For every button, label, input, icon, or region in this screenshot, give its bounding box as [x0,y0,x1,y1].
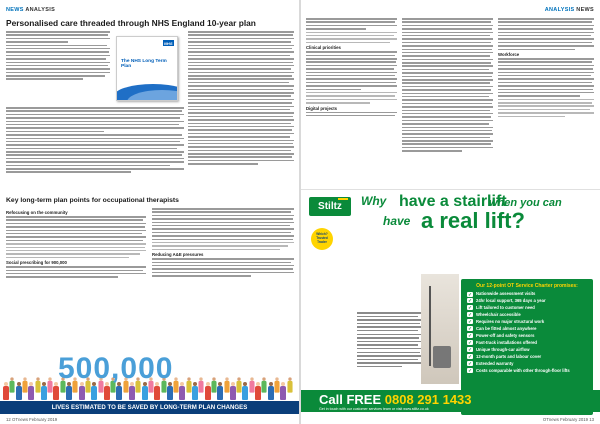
page-folio-left: 12 OTnews February 2019 [6,417,58,422]
stiltz-logo: Stiltz [309,197,351,216]
check-icon: ✓ [468,333,472,339]
right-column-2 [402,18,493,152]
intro-text-column [6,31,110,80]
person-figure [249,377,254,392]
right-column-3 [498,18,594,117]
trusted-trader-badge: Which? Trusted Trader [311,228,333,250]
check-icon: ✓ [468,368,472,374]
section-subtitle: Key long-term plan points for occupational therapists [6,197,179,204]
person-figure [35,377,40,392]
service-charter-item [467,362,587,367]
points-left-column [6,208,146,278]
body-text [6,31,110,80]
subhead-social-prescribing: Social prescribing for 900,000 [6,260,67,266]
stiltz-advertisement [301,189,600,424]
subhead-clinical-priorities: Clinical priorities [306,45,341,51]
service-charter-item-text: 24hr local support, 365 days a year [476,297,546,303]
right-page [301,0,600,424]
body-text [188,31,294,165]
person-figure [217,382,223,400]
service-charter-item-text: Nationwide assessment visits [476,291,536,296]
service-charter-item [467,369,587,374]
person-figure [237,377,242,392]
service-charter-item-text: Power-off and safety sensors [476,332,535,338]
call-free-bar[interactable] [301,390,600,412]
person-figure [174,377,179,392]
service-charter-item [467,348,587,353]
ad-headline-stairlift: have a stairlift [399,193,507,210]
person-figure [268,382,274,400]
person-figure [280,382,286,400]
subhead-digital-projects: Digital projects [306,105,338,111]
check-icon: ✓ [468,361,472,367]
service-charter-item-text: Requires no major structural work [476,318,545,324]
lives-saved-banner: LIVES ESTIMATED TO BE SAVED BY LONG-TERM PLAN CHANGES [0,401,299,414]
call-free-label: Call FREE [319,392,382,407]
section-label-primary: NEWS [6,7,24,13]
person-figure [48,377,53,392]
person-figure [262,377,267,392]
person-figure [287,377,292,392]
service-charter-item-text: Fast-track installations offered [476,339,537,345]
body-text [152,208,294,250]
service-charter-item-text: Can be fitted almost anywhere [476,325,537,331]
service-charter-item [467,299,587,304]
body-text [402,18,493,152]
ad-headline-when: when you can [489,197,562,209]
service-charter-item-text: Extended warranty [476,360,514,366]
body-text [306,51,397,103]
person-figure [274,377,279,392]
subhead-refocusing: Refocusing on the community [6,210,68,215]
person-figure [186,377,191,392]
check-icon: ✓ [468,340,472,346]
service-charter-item-text: Costs comparable with other through-floor lifts [476,367,570,373]
subhead-reducing-ae: Reducing A&E pressures [152,252,204,258]
person-figure [10,377,15,392]
section-label-secondary: NEWS [576,7,594,13]
section-label-primary: ANALYSIS [544,7,575,13]
person-figure [179,382,185,400]
service-charter-item-text: Lift tailored to customer need [476,304,535,310]
person-figure [199,377,204,392]
call-free-subtext: Get in touch with our customer services team or visit www.stiltz.co.uk [319,407,429,411]
person-figure [41,382,47,400]
body-text [6,266,146,278]
check-icon: ✓ [468,326,472,332]
page-folio-right: OTnews February 2019 13 [542,417,594,422]
service-charter-item [467,355,587,360]
body-text [306,112,397,117]
service-charter-item [467,334,587,339]
check-icon: ✓ [468,312,472,318]
person-figure [3,382,9,400]
person-figure [230,382,236,400]
body-text [6,216,146,258]
call-free-text [319,392,472,407]
service-charter-item-text: Wheelchair accessible [476,311,521,317]
person-figure [242,382,248,400]
right-column-1 [306,18,397,116]
ad-headline-why: Why [361,194,387,208]
section-label-secondary: ANALYSIS [25,7,56,13]
person-figure [22,377,27,392]
subhead-workforce: Workforce [498,52,520,58]
section-header [6,7,55,13]
body-text [498,58,594,117]
nhs-logo: NHS [164,40,173,46]
service-charter-item [467,306,587,311]
service-charter-list [467,292,587,373]
left-page [0,0,299,424]
check-icon: ✓ [468,354,472,360]
right-text-column [188,31,294,165]
service-charter-item-text: Unique through-car airflow [476,346,530,352]
body-text [6,107,184,173]
person-figure [16,382,22,400]
check-icon: ✓ [468,291,472,297]
lead-paragraphs [6,107,184,173]
service-charter-item [467,320,587,325]
check-icon: ✓ [468,305,472,311]
service-charter-item [467,327,587,332]
check-icon: ✓ [468,298,472,304]
person-figure [205,382,211,400]
person-figure [224,377,229,392]
person-figure [255,382,261,400]
check-icon: ✓ [468,319,472,325]
section-header [545,7,594,13]
ad-headline-have: have [383,214,411,228]
ad-headline-real-lift: a real lift? [421,208,525,233]
check-icon: ✓ [468,347,472,353]
person-figure [211,377,216,392]
service-charter-item [467,292,587,297]
nhs-long-term-plan-cover [116,36,178,101]
service-charter-item [467,313,587,318]
body-text [152,258,294,276]
service-charter-title: Our 12-point OT Service Charter promises: [476,283,578,289]
body-text [498,18,594,50]
points-right-column [152,208,294,277]
lift-rail [429,286,431,366]
person-figure [192,382,198,400]
phone-number[interactable]: 0808 291 1433 [384,392,472,407]
service-charter-item [467,341,587,346]
body-text [306,18,397,43]
ad-intro-text [357,312,421,367]
article-title: Personalised care threaded through NHS England 10-year plan [6,18,256,28]
lives-saved-number: 500,000 [58,352,174,385]
person-figure [28,382,34,400]
lives-saved-figure [0,316,299,424]
lift-car [433,346,451,368]
service-charter-item-text: 12-month parts and labour cover [476,353,542,359]
cover-title: The NHS Long Term Plan [121,59,167,69]
